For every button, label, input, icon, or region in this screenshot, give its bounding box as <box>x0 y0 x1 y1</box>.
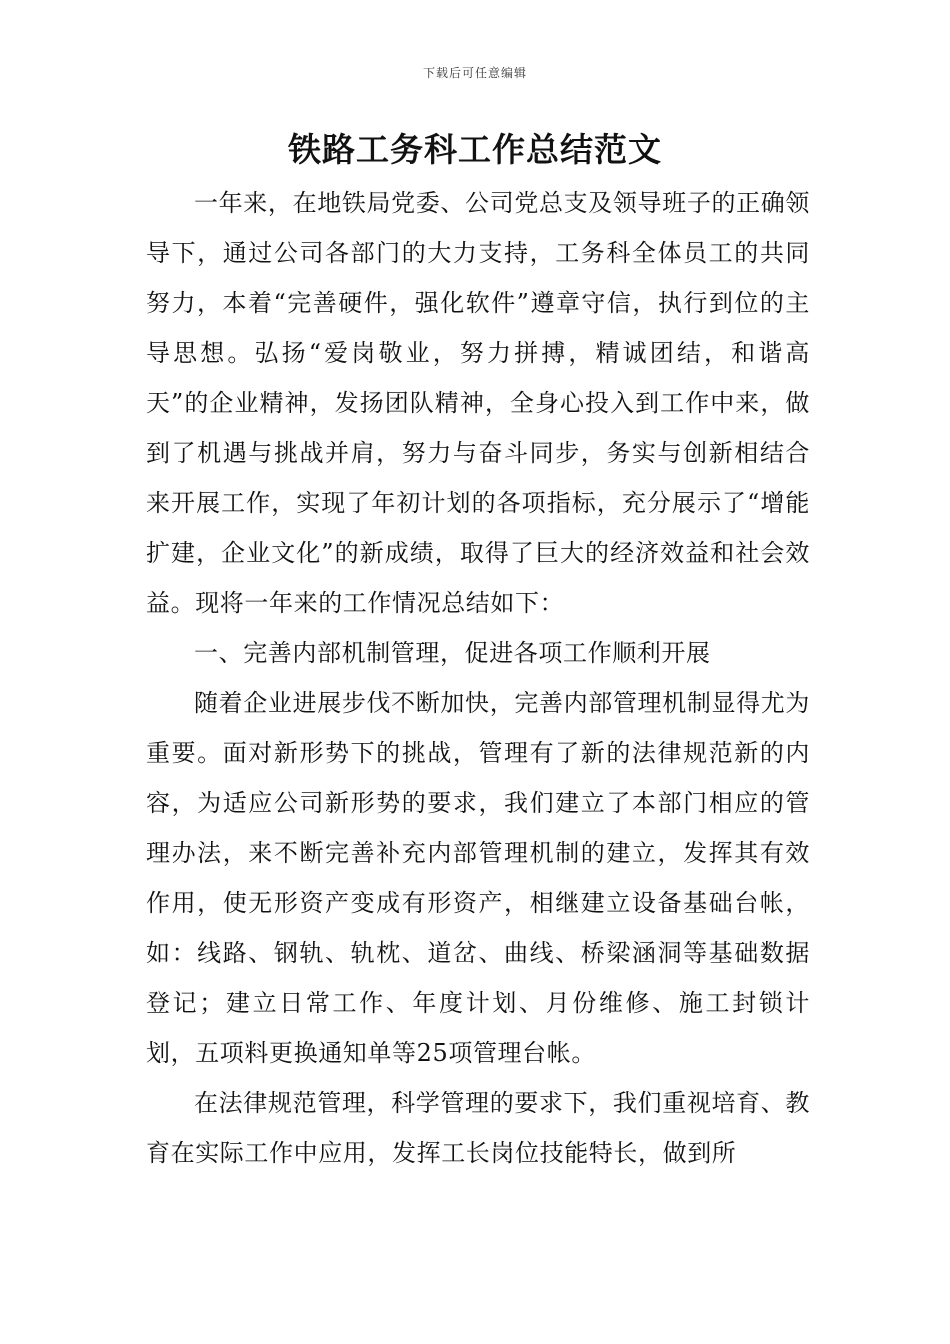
section-heading-1: 一、完善内部机制管理，促进各项工作顺利开展 <box>194 639 711 667</box>
paragraph-intro: 一年来，在地铁局党委、公司党总支及领导班子的正确领导下，通过公司各部门的大力支持，工务科全体员工的共同努力，本着“完善硬件，强化软件”遵章守信，执行到位的主导思想。弘扬“爱岗敬业，努力拼搏，精诚团结，和谐高天”的企业精神，发扬团队精神，全身心投入到工作中来，做到了机遇与挑战并肩，努力与奋斗同步，务实与创新相结合来开展工作，实现了年初计划的各项指标，充分展示了“增能扩建，企业文化”的新成绩，取得了巨大的经济效益和社会效益。现将一年来的工作情况总结如下： <box>146 189 810 617</box>
document-body <box>146 178 810 1178</box>
document-title: 铁路工务科工作总结范文 <box>288 130 662 169</box>
paragraph-training: 在法律规范管理，科学管理的要求下，我们重视培育、教育在实际工作中应用，发挥工长岗位技能特长，做到所 <box>146 1089 810 1167</box>
header-note: 下载后可任意编辑 <box>422 66 527 80</box>
paragraph-management: 随着企业进展步伐不断加快，完善内部管理机制显得尤为重要。面对新形势下的挑战，管理有了新的法律规范新的内容，为适应公司新形势的要求，我们建立了本部门相应的管理办法，来不断完善补充内部管理机制的建立，发挥其有效作用，使无形资产变成有形资产，相继建立设备基础台帐，如：线路、钢轨、轨枕、道岔、曲线、桥梁涵洞等基础数据登记；建立日常工作、年度计划、月份维修、施工封锁计划，五项料更换通知单等25项管理台帐。 <box>146 689 810 1067</box>
